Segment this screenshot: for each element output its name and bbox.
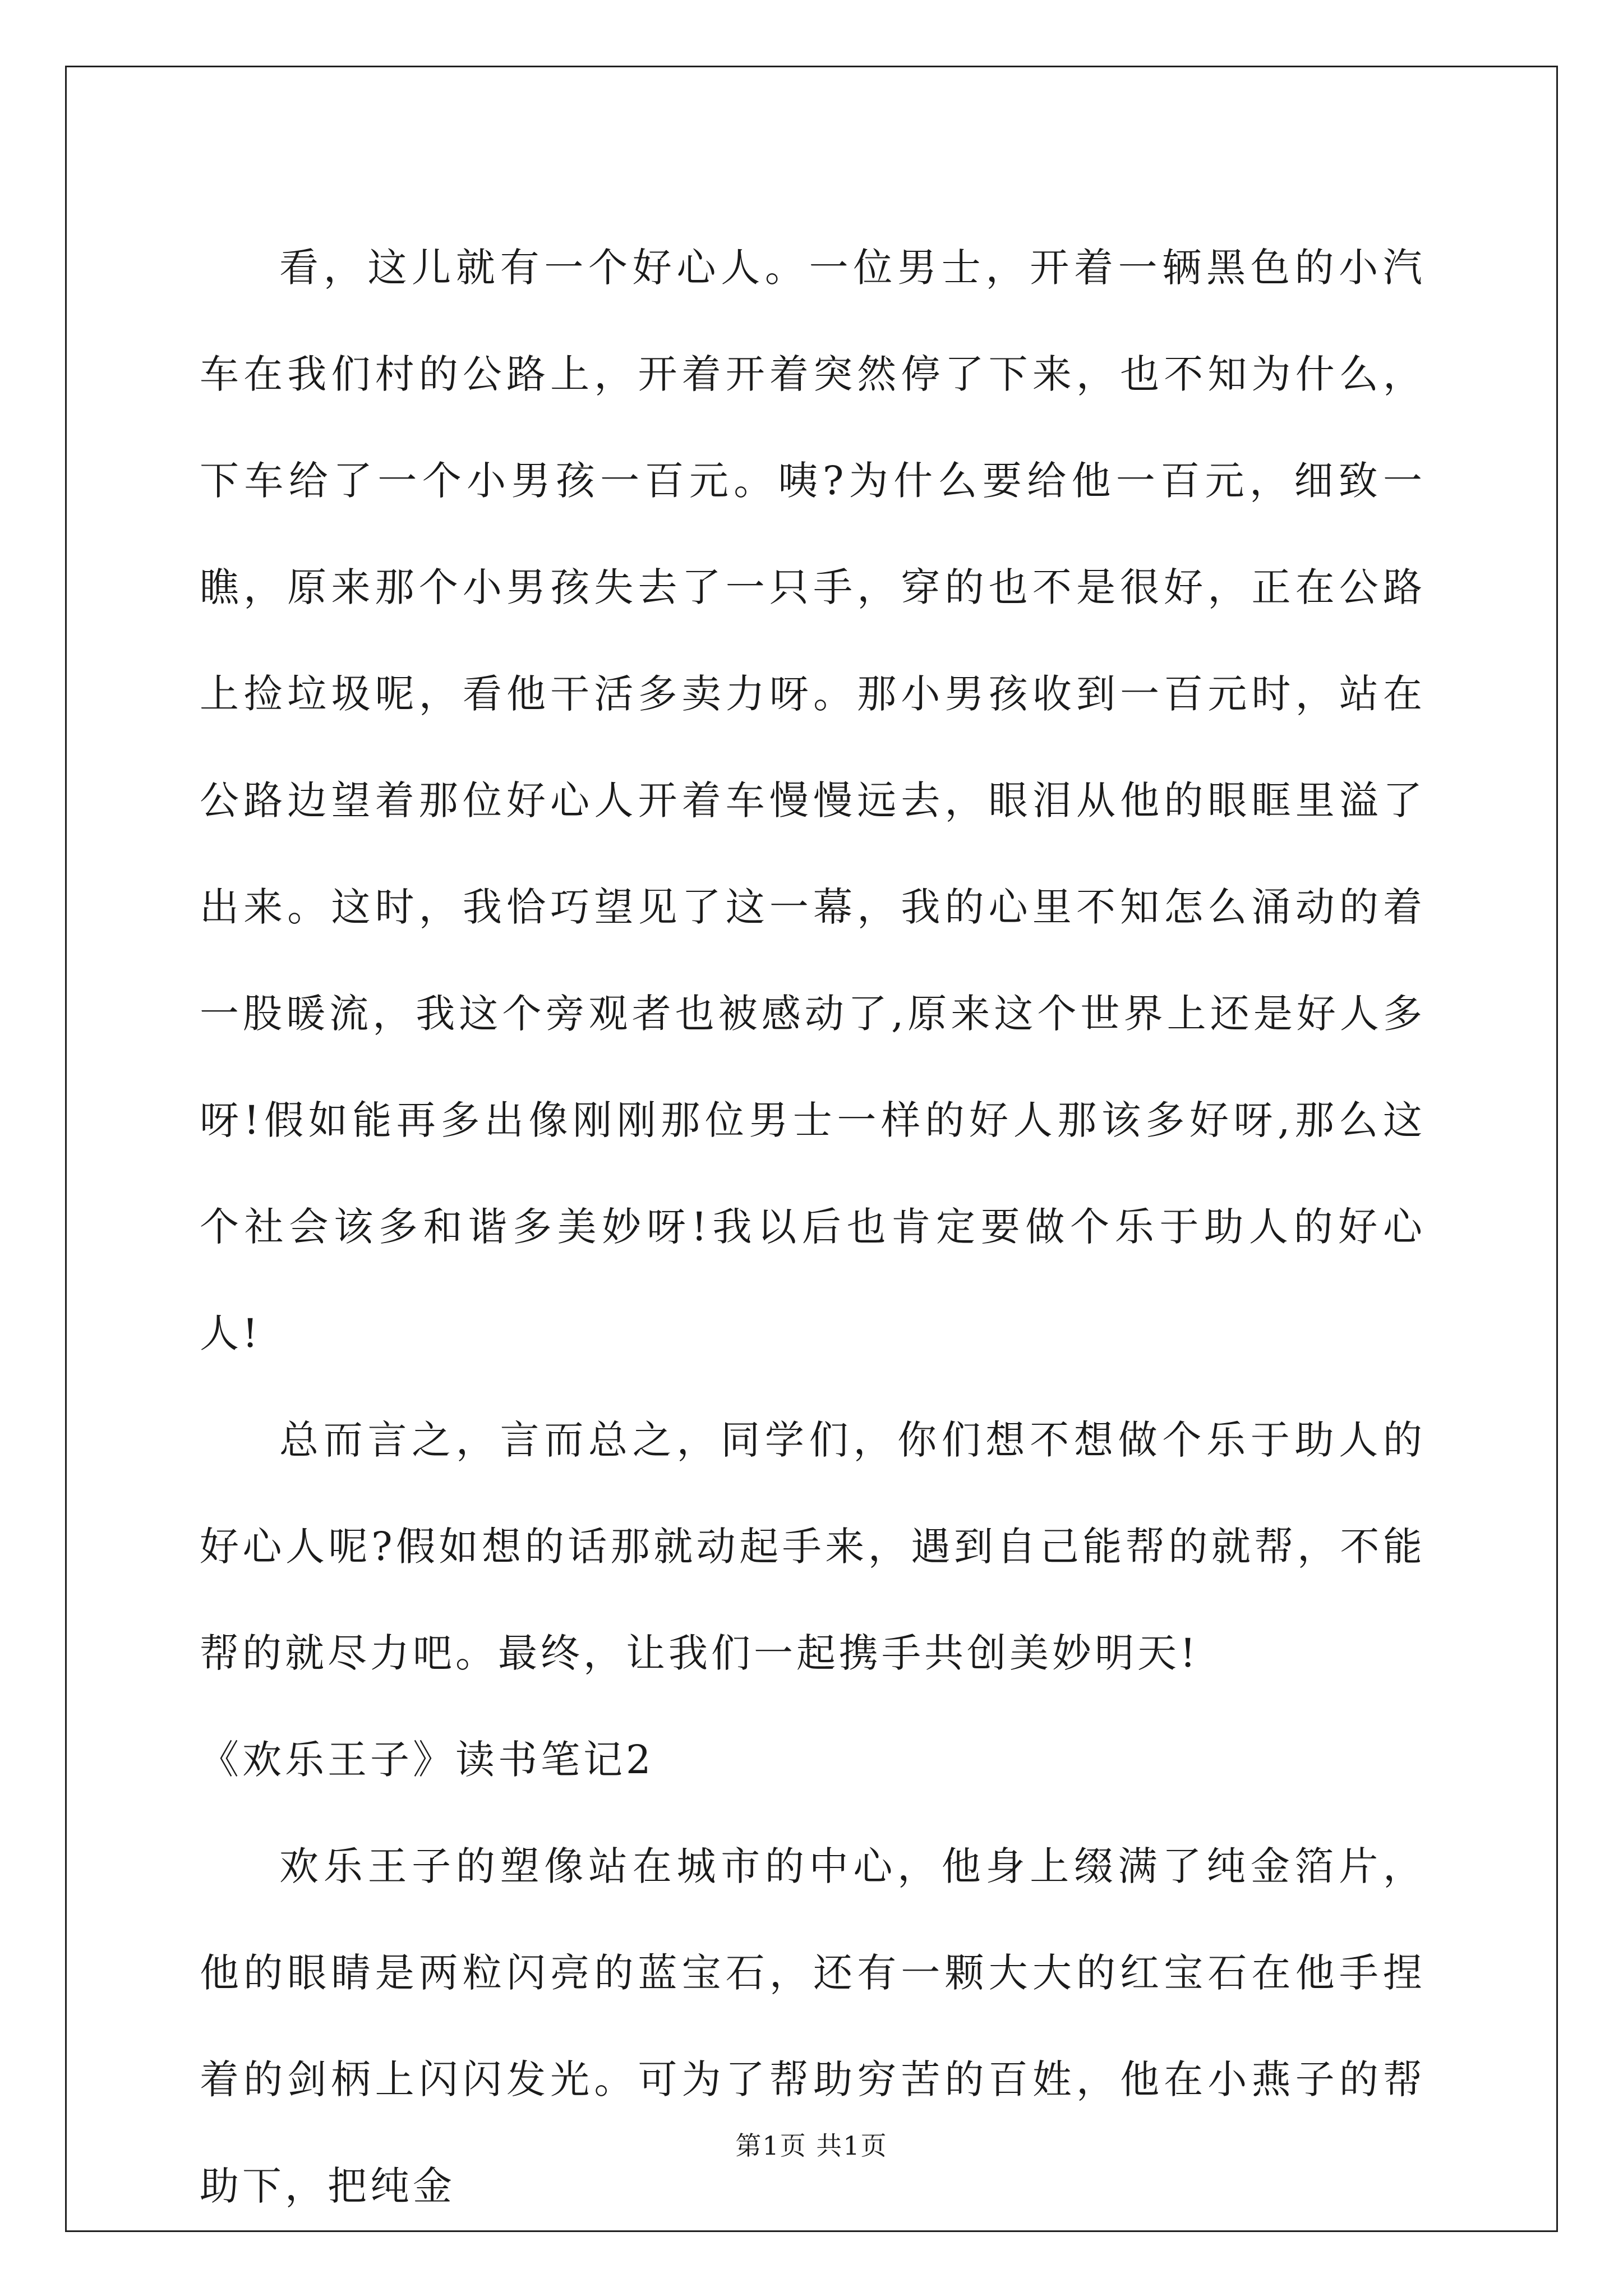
paragraph-good-samaritan: 看，这儿就有一个好心人。一位男士，开着一辆黑色的小汽车在我们村的公路上，开着开着突然停了下来，也不知为什么，下车给了一个小男孩一百元。咦?为什么要给他一百元，细致一瞧，原来那个小男孩失去了一只手，穿的也不是很好，正在公路上捡垃圾呢，看他干活多卖力呀。那小男孩收到一百元时，站在公路边望着那位好心人开着车慢慢远去，眼泪从他的眼眶里溢了出来。这时，我恰巧望见了这一幕，我的心里不知怎么涌动的着一股暖流，我这个旁观者也被感动了,原来这个世界上还是好人多呀!假如能再多出像刚刚那位男士一样的好人那该多好呀,那么这个社会该多和谐多美妙呀!我以后也肯定要做个乐于助人的好心人! — [200, 245, 1426, 1356]
paragraph-happy-prince: 欢乐王子的塑像站在城市的中心，他身上缀满了纯金箔片，他的眼睛是两粒闪亮的蓝宝石，还有一颗大大的红宝石在他手捏着的剑柄上闪闪发光。可为了帮助穷苦的百姓，他在小燕子的帮助下，把纯金 — [200, 1843, 1426, 2209]
document-body — [200, 214, 1426, 2239]
paragraph-conclusion: 总而言之，言而总之，同学们，你们想不想做个乐于助人的好心人呢?假如想的话那就动起手来，遇到自己能帮的就帮，不能帮的就尽力吧。最终，让我们一起携手共创美妙明天! — [200, 1417, 1426, 1676]
page-footer: 第1页 共1页 — [735, 2131, 888, 2161]
section-heading: 《欢乐王子》读书笔记2 — [200, 1737, 654, 1783]
